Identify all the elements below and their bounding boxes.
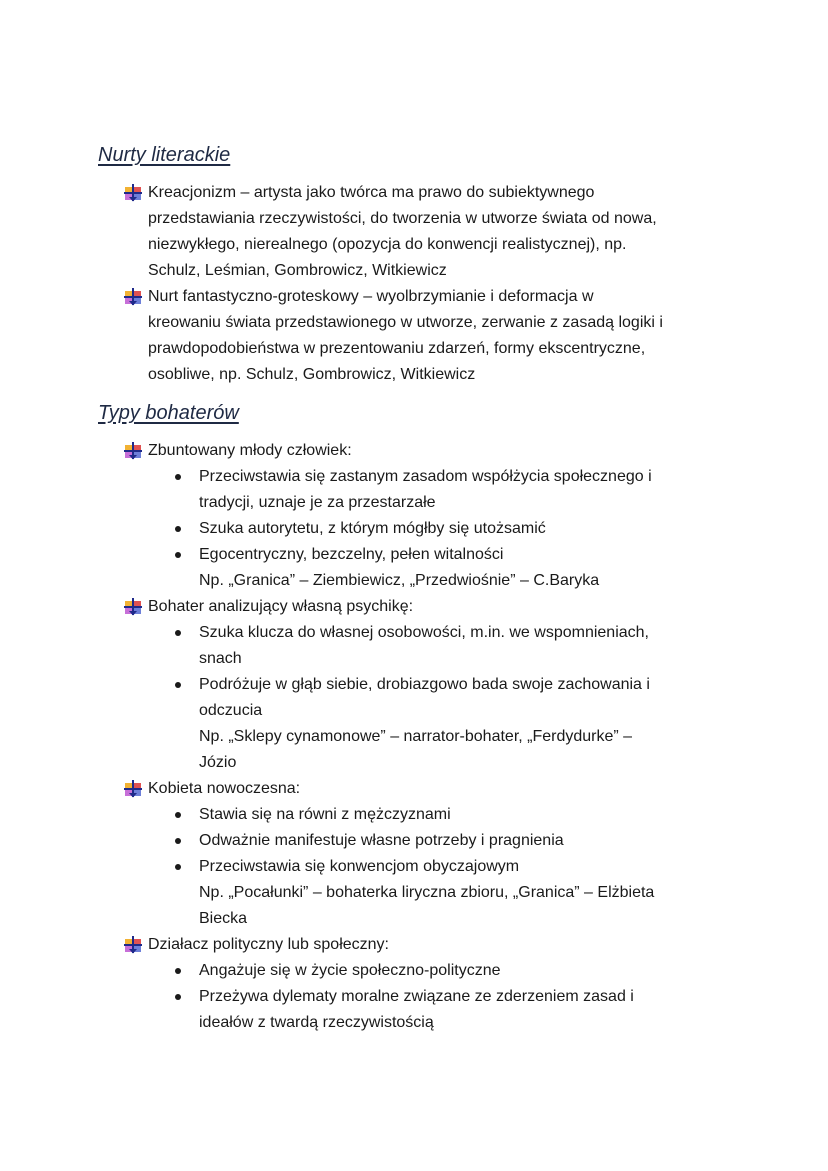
arrow-bullet-icon — [124, 780, 142, 798]
bullet-dot-icon — [175, 812, 181, 818]
sub-text-line: Podróżuje w głąb siebie, drobiazgowo bada swoje zachowania i — [199, 676, 650, 693]
section-heading-typy: Typy bohaterów — [98, 402, 239, 424]
list-item — [124, 180, 724, 284]
item-text-line: Kobieta nowoczesna: — [148, 780, 301, 797]
arrow-bullet-icon — [124, 936, 142, 954]
item-text-line: osobliwe, np. Schulz, Gombrowicz, Witkiewicz — [148, 366, 476, 383]
bullet-dot-icon — [175, 630, 181, 636]
sub-list — [148, 958, 724, 1036]
section-list-typy — [124, 438, 724, 1036]
sub-text-line: odczucia — [199, 702, 263, 719]
example-line: Biecka — [199, 910, 248, 927]
sub-text-line: Odważnie manifestuje własne potrzeby i pragnienia — [199, 832, 564, 849]
bullet-dot-icon — [175, 526, 181, 532]
sub-list-item — [148, 672, 724, 776]
bullet-dot-icon — [175, 994, 181, 1000]
sub-list-item — [148, 854, 724, 932]
sub-list — [148, 802, 724, 932]
sub-list-item — [148, 620, 724, 672]
item-text-line: Kreacjonizm – artysta jako twórca ma prawo do subiektywnego — [148, 184, 595, 201]
bullet-dot-icon — [175, 864, 181, 870]
sub-list-item — [148, 516, 724, 542]
sub-list-item — [148, 984, 724, 1036]
bullet-dot-icon — [175, 552, 181, 558]
sub-list-item — [148, 542, 724, 594]
item-text-line: Bohater analizujący własną psychikę: — [148, 598, 414, 615]
example-line: Np. „Sklepy cynamonowe” – narrator-bohater, „Ferdydurke” – — [199, 728, 633, 745]
sub-list — [148, 620, 724, 776]
bullet-dot-icon — [175, 474, 181, 480]
arrow-bullet-icon — [124, 184, 142, 202]
list-item — [124, 776, 724, 932]
list-item — [124, 594, 724, 776]
example-line: Np. „Granica” – Ziembiewicz, „Przedwiośnie” – C.Baryka — [199, 572, 600, 589]
sub-list-item — [148, 828, 724, 854]
item-text-line: kreowaniu świata przedstawionego w utworze, zerwanie z zasadą logiki i — [148, 314, 663, 331]
sub-text-line: Egocentryczny, bezczelny, pełen witalności — [199, 546, 504, 563]
list-item — [124, 284, 724, 388]
item-text-line: Schulz, Leśmian, Gombrowicz, Witkiewicz — [148, 262, 447, 279]
item-text-line: Działacz polityczny lub społeczny: — [148, 936, 389, 953]
section-list-nurty — [124, 180, 724, 388]
sub-text-line: Szuka klucza do własnej osobowości, m.in. we wspomnieniach, — [199, 624, 649, 641]
sub-list-item — [148, 464, 724, 516]
list-item — [124, 438, 724, 594]
sub-text-line: tradycji, uznaje je za przestarzałe — [199, 494, 436, 511]
arrow-bullet-icon — [124, 288, 142, 306]
sub-text-line: Przeciwstawia się konwencjom obyczajowym — [199, 858, 520, 875]
sub-text-line: ideałów z twardą rzeczywistością — [199, 1014, 434, 1031]
item-text-line: niezwykłego, nierealnego (opozycja do konwencji realistycznej), np. — [148, 236, 627, 253]
sub-text-line: Stawia się na równi z mężczyznami — [199, 806, 451, 823]
example-line: Np. „Pocałunki” – bohaterka liryczna zbioru, „Granica” – Elżbieta — [199, 884, 655, 901]
sub-list — [148, 464, 724, 594]
item-text-line: Nurt fantastyczno-groteskowy – wyolbrzymianie i deformacja w — [148, 288, 594, 305]
sub-text-line: Angażuje się w życie społeczno-polityczne — [199, 962, 501, 979]
arrow-bullet-icon — [124, 442, 142, 460]
arrow-bullet-icon — [124, 598, 142, 616]
example-line: Józio — [199, 754, 237, 771]
section-heading-nurty: Nurty literackie — [98, 144, 231, 166]
item-text-line: Zbuntowany młody człowiek: — [148, 442, 352, 459]
sub-list-item — [148, 958, 724, 984]
item-text-line: prawdopodobieństwa w prezentowaniu zdarzeń, formy ekscentryczne, — [148, 340, 646, 357]
item-text-line: przedstawiania rzeczywistości, do tworzenia w utworze świata od nowa, — [148, 210, 657, 227]
bullet-dot-icon — [175, 682, 181, 688]
bullet-dot-icon — [175, 968, 181, 974]
sub-text-line: snach — [199, 650, 242, 667]
sub-text-line: Przeciwstawia się zastanym zasadom współżycia społecznego i — [199, 468, 652, 485]
list-item — [124, 932, 724, 1036]
bullet-dot-icon — [175, 838, 181, 844]
sub-text-line: Szuka autorytetu, z którym mógłby się utożsamić — [199, 520, 546, 537]
sub-text-line: Przeżywa dylematy moralne związane ze zderzeniem zasad i — [199, 988, 634, 1005]
sub-list-item — [148, 802, 724, 828]
